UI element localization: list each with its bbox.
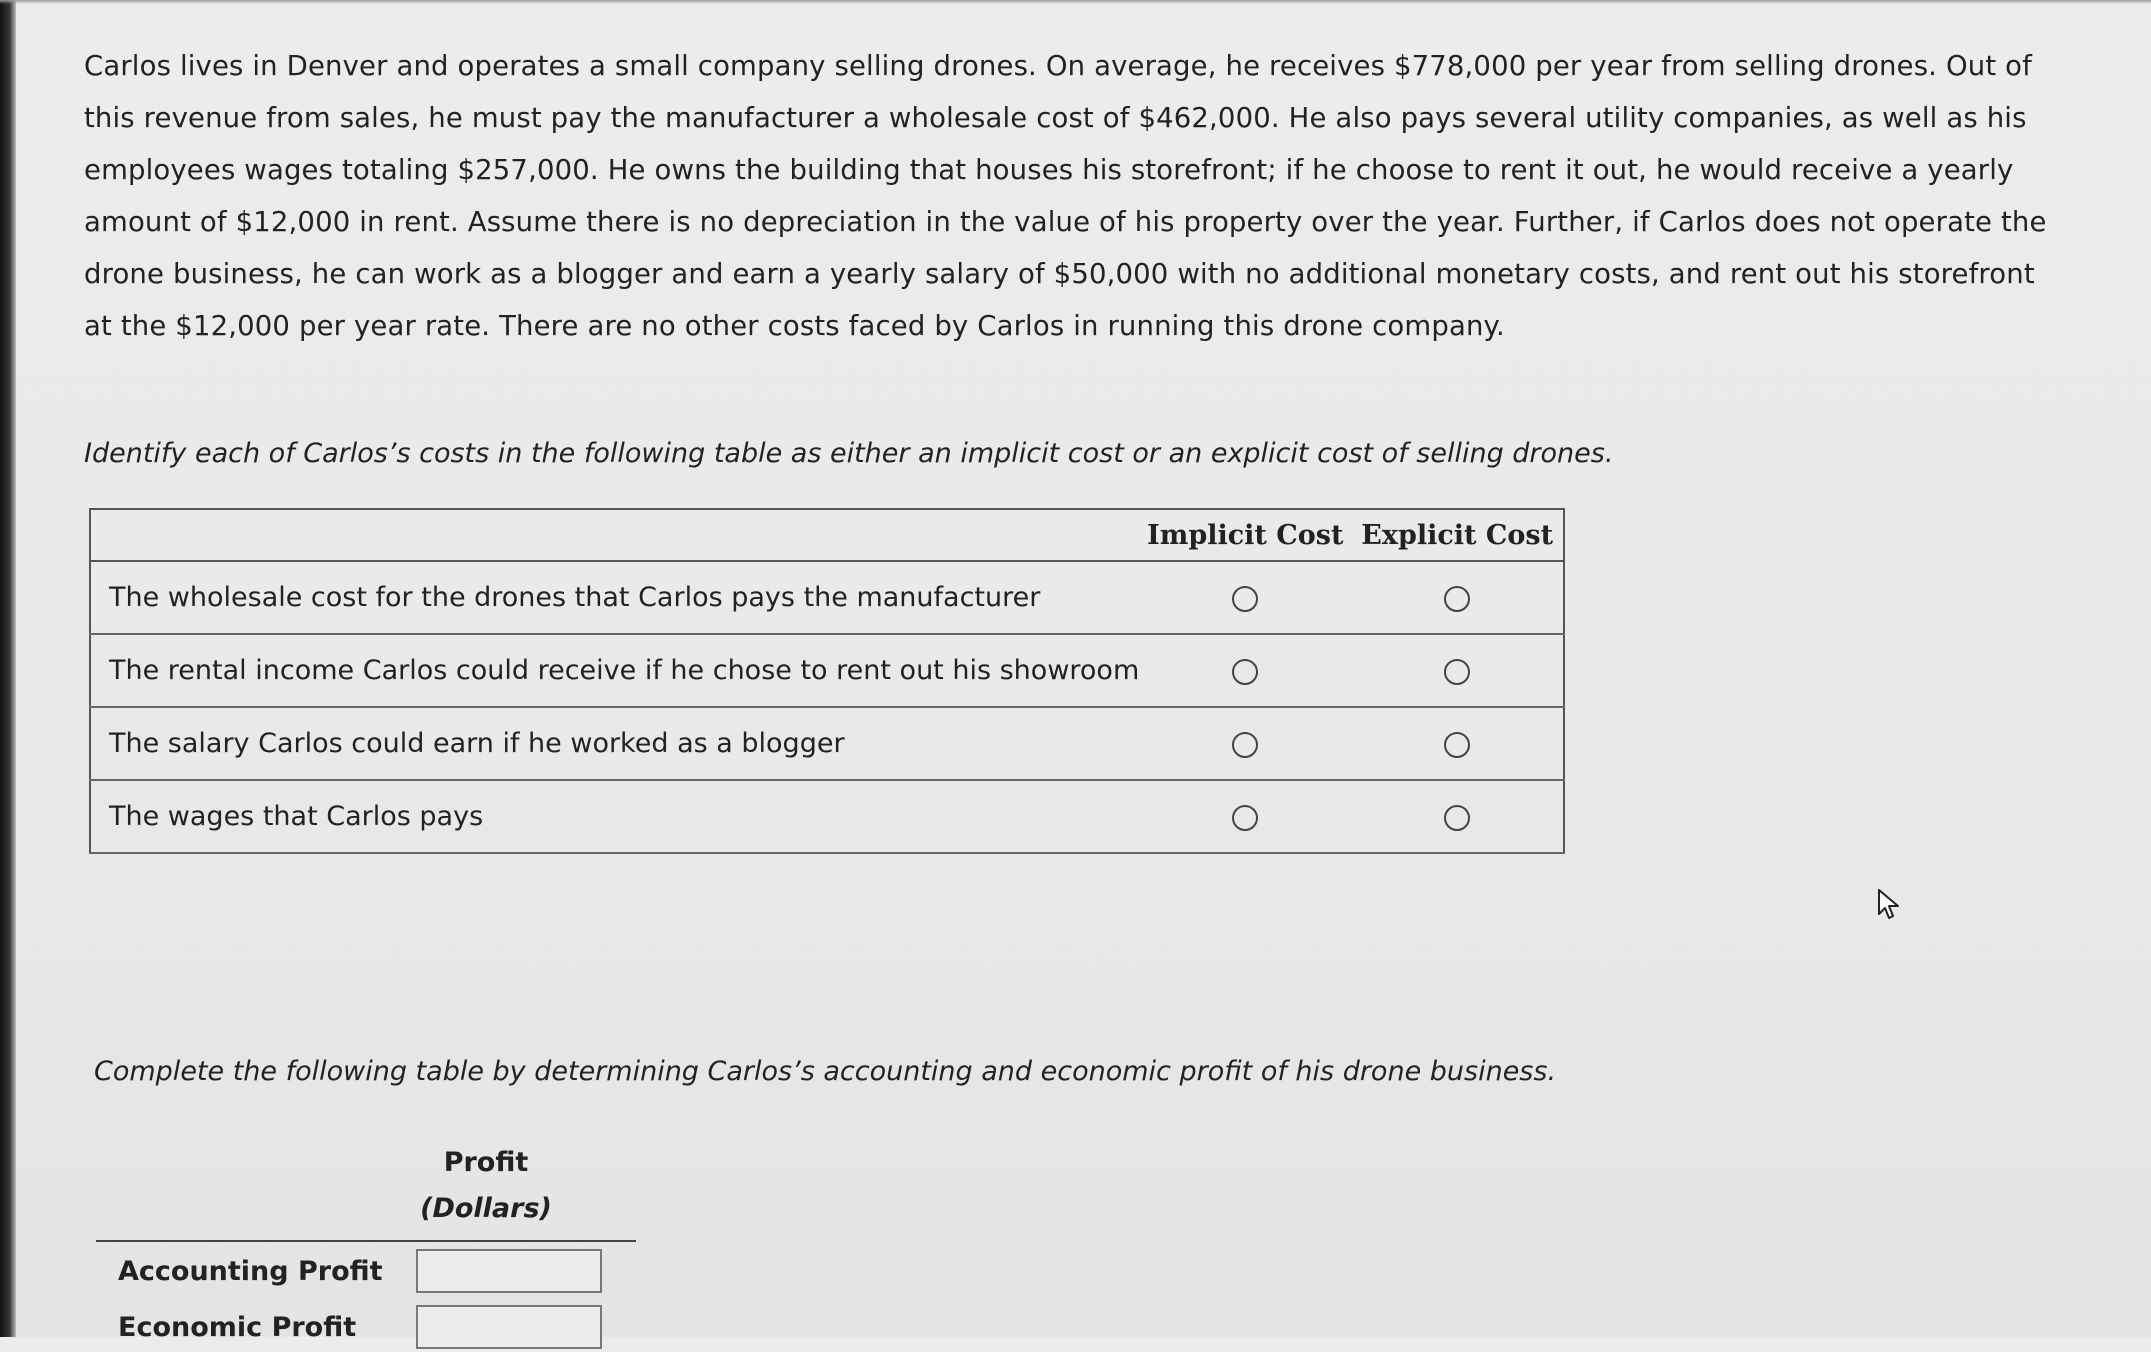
rental-explicit-radio[interactable] — [1444, 659, 1470, 685]
cost-row-label: The wages that Carlos pays — [90, 780, 1139, 853]
cost-row-wages — [90, 780, 1564, 853]
cost-row-label: The salary Carlos could earn if he worked as a blogger — [90, 707, 1139, 780]
cost-instruction: Identify each of Carlos’s costs in the following table as either an implicit cost or an explicit cost of selling drones. — [84, 438, 1614, 469]
header-blank-cell — [90, 509, 1139, 561]
cost-row-rental-income — [90, 634, 1564, 707]
salary-explicit-radio[interactable] — [1444, 732, 1470, 758]
wages-explicit-radio[interactable] — [1444, 805, 1470, 831]
cost-row-blogger-salary — [90, 707, 1564, 780]
economic-profit-input[interactable] — [416, 1305, 602, 1349]
profit-header-divider — [96, 1240, 636, 1242]
cost-row-wholesale — [90, 561, 1564, 634]
header-implicit-cost: Implicit Cost — [1139, 509, 1351, 561]
question-content — [84, 40, 2064, 1343]
cost-row-label: The wholesale cost for the drones that Carlos pays the manufacturer — [90, 561, 1139, 634]
implicit-option-cell — [1139, 561, 1351, 634]
screen-bezel — [0, 0, 16, 1337]
accounting-profit-input[interactable] — [416, 1249, 602, 1293]
profit-instruction: Complete the following table by determining Carlos’s accounting and economic profit of his drone business. — [94, 1056, 1557, 1087]
wages-implicit-radio[interactable] — [1232, 805, 1258, 831]
profit-column-header — [386, 1140, 586, 1232]
implicit-option-cell — [1139, 707, 1351, 780]
cost-classification-table — [89, 508, 1565, 854]
explicit-option-cell — [1351, 634, 1564, 707]
economic-profit-label: Economic Profit — [118, 1311, 357, 1343]
economic-profit-row — [96, 1302, 636, 1352]
profit-header-unit: (Dollars) — [420, 1193, 552, 1224]
implicit-option-cell — [1139, 634, 1351, 707]
scenario-paragraph: Carlos lives in Denver and operates a small company selling drones. On average, he receives $778,000 per year from selling drones. Out of this revenue from sales, he must pay the manufacturer a wholesale cost of $462,000. He also pays several utility companies, as well as his employees wages totaling $257,000. He owns the building that houses his storefront; if he choose to rent it out, he would receive a yearly amount of $12,000 in rent. Assume there is no depreciation in the value of his property over the year. Further, if Carlos does not operate the drone business, he can work as a blogger and earn a yearly salary of $50,000 with no additional monetary costs, and rent out his storefront at the $12,000 per year rate. There are no other costs faced by Carlos in running this drone company. — [84, 50, 2047, 342]
mouse-pointer-icon — [1876, 888, 1904, 920]
implicit-option-cell — [1139, 780, 1351, 853]
explicit-option-cell — [1351, 707, 1564, 780]
screen-edge — [0, 0, 2151, 4]
wholesale-explicit-radio[interactable] — [1444, 586, 1470, 612]
cost-row-label: The rental income Carlos could receive if he chose to rent out his showroom — [90, 634, 1139, 707]
accounting-profit-label: Accounting Profit — [118, 1255, 383, 1287]
rental-implicit-radio[interactable] — [1232, 659, 1258, 685]
profit-header-title: Profit — [443, 1147, 529, 1178]
accounting-profit-row — [96, 1246, 636, 1296]
header-explicit-cost: Explicit Cost — [1351, 509, 1564, 561]
explicit-option-cell — [1351, 780, 1564, 853]
wholesale-implicit-radio[interactable] — [1232, 586, 1258, 612]
cost-table-header — [90, 509, 1564, 561]
salary-implicit-radio[interactable] — [1232, 732, 1258, 758]
explicit-option-cell — [1351, 561, 1564, 634]
